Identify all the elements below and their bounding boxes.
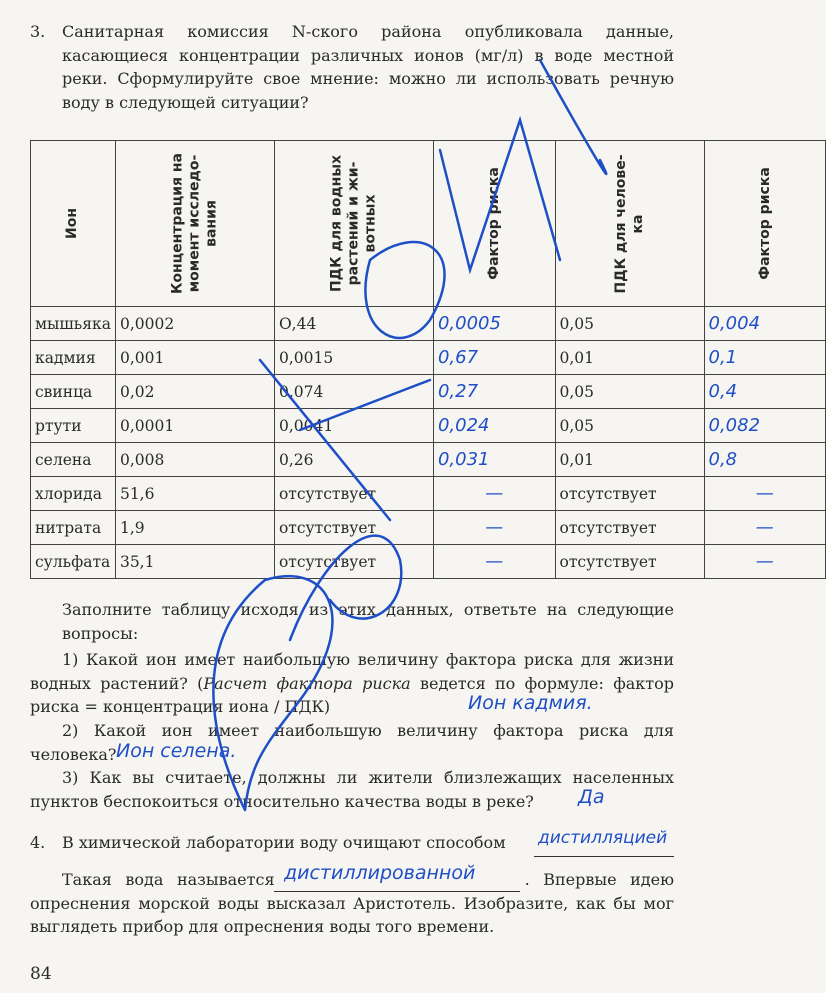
question-3-number: 3. <box>30 22 46 41</box>
cell-pdk-human: 0,05 <box>555 409 704 443</box>
cell-risk-water: 0,024 <box>433 409 555 443</box>
formula-label: Расчет фактора риска <box>203 673 411 693</box>
table-header-row <box>31 141 826 307</box>
cell-conc: 1,9 <box>115 511 274 545</box>
cell-ion: хлорида <box>31 477 116 511</box>
sub-question-3: 3) Как вы считаете, должны ли жители близлежащих населенных пунктов беспокоиться относительно качества воды в реке? <box>30 768 674 811</box>
page-number: 84 <box>30 964 52 984</box>
sub-question-1: 1) Какой ион имеет наибольшую величину фактора риска для жизни водных растений? (Расчет фактора риска ведется по формуле: фактор риска = концентрация иона / ПДК) <box>30 650 674 716</box>
cell-conc: 0,02 <box>115 375 274 409</box>
cell-ion: ртути <box>31 409 116 443</box>
cell-pdk-human: 0,05 <box>555 375 704 409</box>
answer-2-handwritten: Ион селена. <box>116 740 237 762</box>
cell-pdk-water: 0,26 <box>274 443 433 477</box>
cell-risk-water: — <box>433 545 555 579</box>
cell-risk-human: — <box>704 511 826 545</box>
ion-table <box>30 140 826 579</box>
sub-question-2: 2) Какой ион имеет наибольшую величину фактора риска для человека? <box>30 721 674 764</box>
cell-ion: свинца <box>31 375 116 409</box>
header-risk-human: Фактор риска <box>704 141 826 307</box>
cell-conc: 0,0002 <box>115 307 274 341</box>
cell-risk-human: 0,1 <box>704 341 826 375</box>
cell-pdk-human: отсутствует <box>555 545 704 579</box>
table-row <box>31 375 826 409</box>
cell-risk-human: 0,004 <box>704 307 826 341</box>
instruction-text: Заполните таблицу исходя из этих данных, ответьте на следующие вопросы: <box>62 600 674 643</box>
question-4-line-1: В химической лаборатории воду очищают способом <box>62 833 506 852</box>
cell-risk-human: 0,082 <box>704 409 826 443</box>
cell-pdk-human: 0,01 <box>555 341 704 375</box>
cell-risk-human: — <box>704 545 826 579</box>
cell-conc: 51,6 <box>115 477 274 511</box>
cell-pdk-human: 0,01 <box>555 443 704 477</box>
cell-conc: 35,1 <box>115 545 274 579</box>
cell-ion: сульфата <box>31 545 116 579</box>
header-pdk-water: ПДК для водных растений и жи-вотных <box>274 141 433 307</box>
cell-pdk-water: отсутствует <box>274 511 433 545</box>
cell-risk-water: 0,67 <box>433 341 555 375</box>
table-row <box>31 545 826 579</box>
cell-conc: 0,008 <box>115 443 274 477</box>
table-row <box>31 409 826 443</box>
header-risk-water: Фактор риска <box>433 141 555 307</box>
cell-pdk-water: 0,0041 <box>274 409 433 443</box>
table-row <box>31 511 826 545</box>
cell-ion: нитрата <box>31 511 116 545</box>
question-3-intro: Санитарная комиссия N-ского района опубликовала данные, касающиеся концентрации различных ионов (мг/л) в воде местной реки. Сформулируйте свое мнение: можно ли использовать речную воду в следующей ситуации? <box>62 22 674 112</box>
answer-name-handwritten: дистиллированной <box>284 862 476 884</box>
answer-method-handwritten: дистилляцией <box>538 828 668 848</box>
cell-pdk-human: 0,05 <box>555 307 704 341</box>
cell-ion: кадмия <box>31 341 116 375</box>
cell-risk-human: 0,4 <box>704 375 826 409</box>
cell-risk-water: 0,27 <box>433 375 555 409</box>
table-row <box>31 341 826 375</box>
cell-risk-human: — <box>704 477 826 511</box>
question-4-number: 4. <box>30 833 46 852</box>
answer-3-handwritten: Да <box>578 786 605 808</box>
question-4-text: Такая вода называется . Впервые идею опреснения морской воды высказал Аристотель. Изобразите, как бы мог выглядеть прибор для опреснения воды того времени. <box>30 870 674 936</box>
cell-pdk-water: 0,074 <box>274 375 433 409</box>
cell-risk-human: 0,8 <box>704 443 826 477</box>
cell-pdk-water: О,44 <box>274 307 433 341</box>
cell-pdk-water: 0,0015 <box>274 341 433 375</box>
table-row <box>31 443 826 477</box>
cell-pdk-water: отсутствует <box>274 545 433 579</box>
cell-risk-water: — <box>433 511 555 545</box>
answer-line-name <box>274 891 520 892</box>
answer-1-handwritten: Ион кадмия. <box>468 692 593 714</box>
cell-risk-water: 0,0005 <box>433 307 555 341</box>
cell-risk-water: — <box>433 477 555 511</box>
table-row <box>31 477 826 511</box>
cell-risk-water: 0,031 <box>433 443 555 477</box>
header-pdk-human: ПДК для челове-ка <box>555 141 704 307</box>
cell-ion: мышьяка <box>31 307 116 341</box>
answer-line-method <box>534 856 674 857</box>
table-row <box>31 307 826 341</box>
cell-pdk-human: отсутствует <box>555 477 704 511</box>
header-concentration: Концентрация на момент исследо-вания <box>115 141 274 307</box>
cell-ion: селена <box>31 443 116 477</box>
cell-pdk-human: отсутствует <box>555 511 704 545</box>
cell-conc: 0,001 <box>115 341 274 375</box>
cell-conc: 0,0001 <box>115 409 274 443</box>
cell-pdk-water: отсутствует <box>274 477 433 511</box>
header-ion: Ион <box>31 141 116 307</box>
